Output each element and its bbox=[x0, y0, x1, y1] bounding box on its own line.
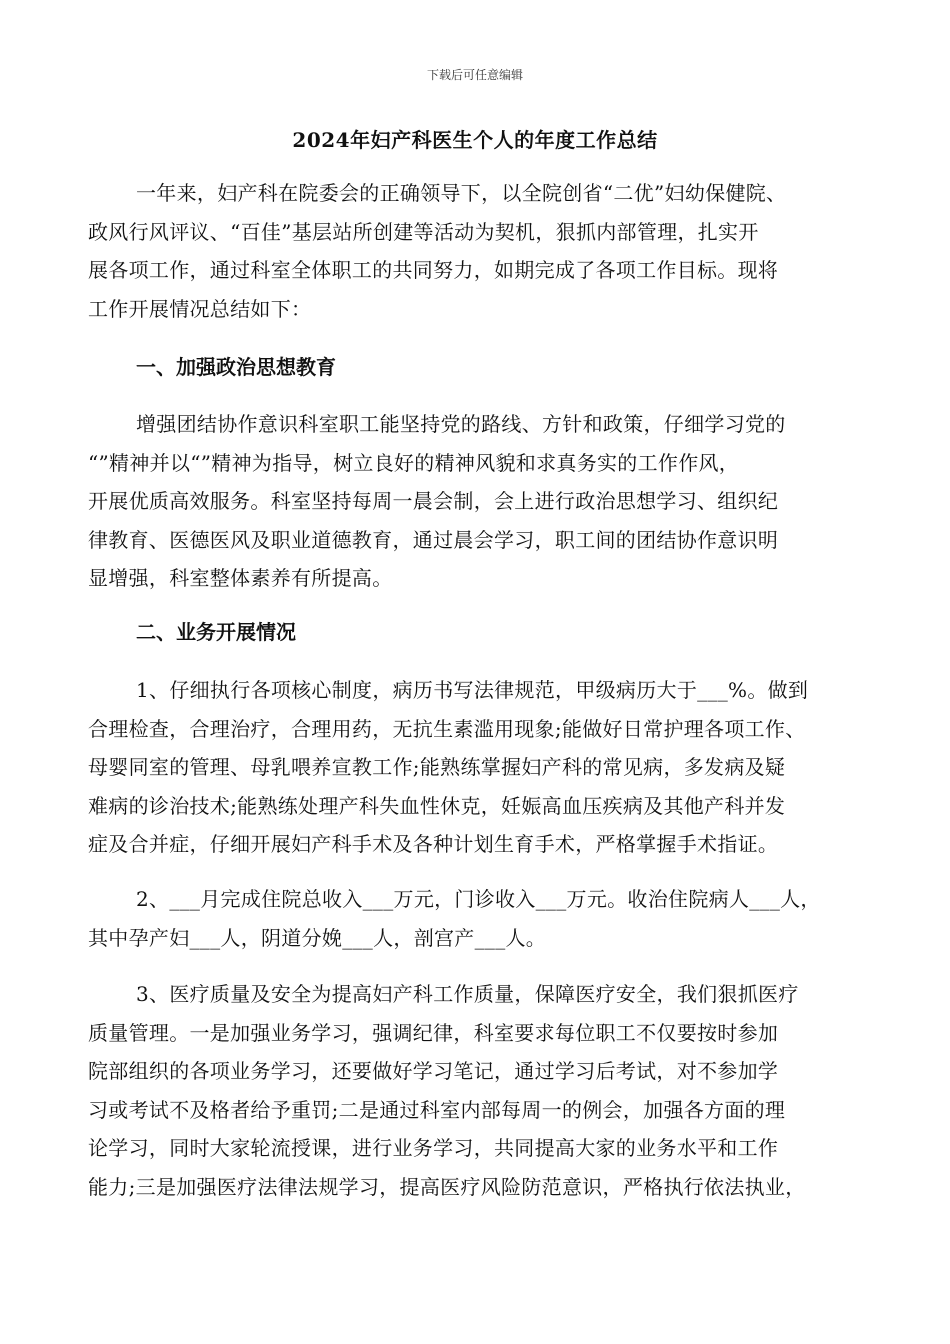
paragraph-line: 习或考试不及格者给予重罚;二是通过科室内部每周一的例会，加强各方面的理 bbox=[88, 1097, 786, 1122]
paragraph-line: 增强团结协作意识科室职工能坚持党的路线、方针和政策，仔细学习党的 bbox=[136, 412, 786, 436]
paragraph-line: 母婴同室的管理、母乳喂养宣教工作;能熟练掌握妇产科的常见病，多发病及疑 bbox=[88, 755, 786, 779]
paragraph-line: 一年来，妇产科在院委会的正确领导下，以全院创省“二优”妇幼保健院、 bbox=[136, 181, 787, 205]
paragraph-line: “”精神并以“”精神为指导，树立良好的精神风貌和求真务实的工作作风， bbox=[88, 450, 740, 475]
document-title: 2024年妇产科医生个人的年度工作总结 bbox=[292, 128, 658, 152]
item2-paragraph bbox=[88, 880, 870, 957]
section1-paragraph bbox=[88, 405, 870, 598]
paragraph-line: 1、仔细执行各项核心制度，病历书写法律规范，甲级病历大于___%。做到 bbox=[136, 678, 809, 702]
paragraph-line: 2、___月完成住院总收入___万元，门诊收入___万元。收治住院病人___人， bbox=[136, 887, 821, 911]
paragraph-line: 难病的诊治技术;能熟练处理产科失血性休克，妊娠高血压疾病及其他产科并发 bbox=[88, 793, 786, 818]
paragraph-line: 开展优质高效服务。科室坚持每周一晨会制，会上进行政治思想学习、组织纪 bbox=[88, 489, 779, 513]
intro-paragraph bbox=[88, 174, 870, 328]
paragraph-line: 合理检查，合理治疗，合理用药，无抗生素滥用现象;能做好日常护理各项工作、 bbox=[88, 716, 806, 741]
paragraph-line: 工作开展情况总结如下： bbox=[88, 296, 312, 321]
item1-paragraph bbox=[88, 671, 870, 864]
section-heading: 一、加强政治思想教育 bbox=[136, 355, 336, 379]
paragraph-line: 论学习，同时大家轮流授课，进行业务学习，共同提高大家的业务水平和工作 bbox=[88, 1136, 779, 1160]
paragraph-line: 质量管理。一是加强业务学习，强调纪律，科室要求每位职工不仅要按时参加 bbox=[88, 1020, 779, 1045]
item3-paragraph bbox=[88, 975, 870, 1206]
paragraph-line: 展各项工作，通过科室全体职工的共同努力，如期完成了各项工作目标。现将 bbox=[88, 258, 779, 282]
paragraph-line: 症及合并症，仔细开展妇产科手术及各种计划生育手术，严格掌握手术指证。 bbox=[88, 832, 779, 856]
paragraph-line: 3、医疗质量及安全为提高妇产科工作质量，保障医疗安全，我们狠抓医疗 bbox=[136, 982, 799, 1006]
section-heading: 二、业务开展情况 bbox=[136, 620, 296, 644]
paragraph-line: 政风行风评议、“百佳”基层站所创建等活动为契机，狠抓内部管理，扎实开 bbox=[88, 219, 759, 244]
paragraph-line: 院部组织的各项业务学习，还要做好学习笔记，通过学习后考试，对不参加学 bbox=[88, 1059, 779, 1083]
header-note: 下载后可任意编辑 bbox=[426, 68, 523, 82]
paragraph-line: 显增强，科室整体素养有所提高。 bbox=[88, 566, 393, 590]
paragraph-line: 能力;三是加强医疗法律法规学习，提高医疗风险防范意识，严格执行依法执业， bbox=[88, 1174, 806, 1199]
paragraph-line: 其中孕产妇___人，阴道分娩___人，剖宫产___人。 bbox=[88, 925, 547, 950]
paragraph-line: 律教育、医德医风及职业道德教育，通过晨会学习，职工间的团结协作意识明 bbox=[88, 527, 779, 552]
